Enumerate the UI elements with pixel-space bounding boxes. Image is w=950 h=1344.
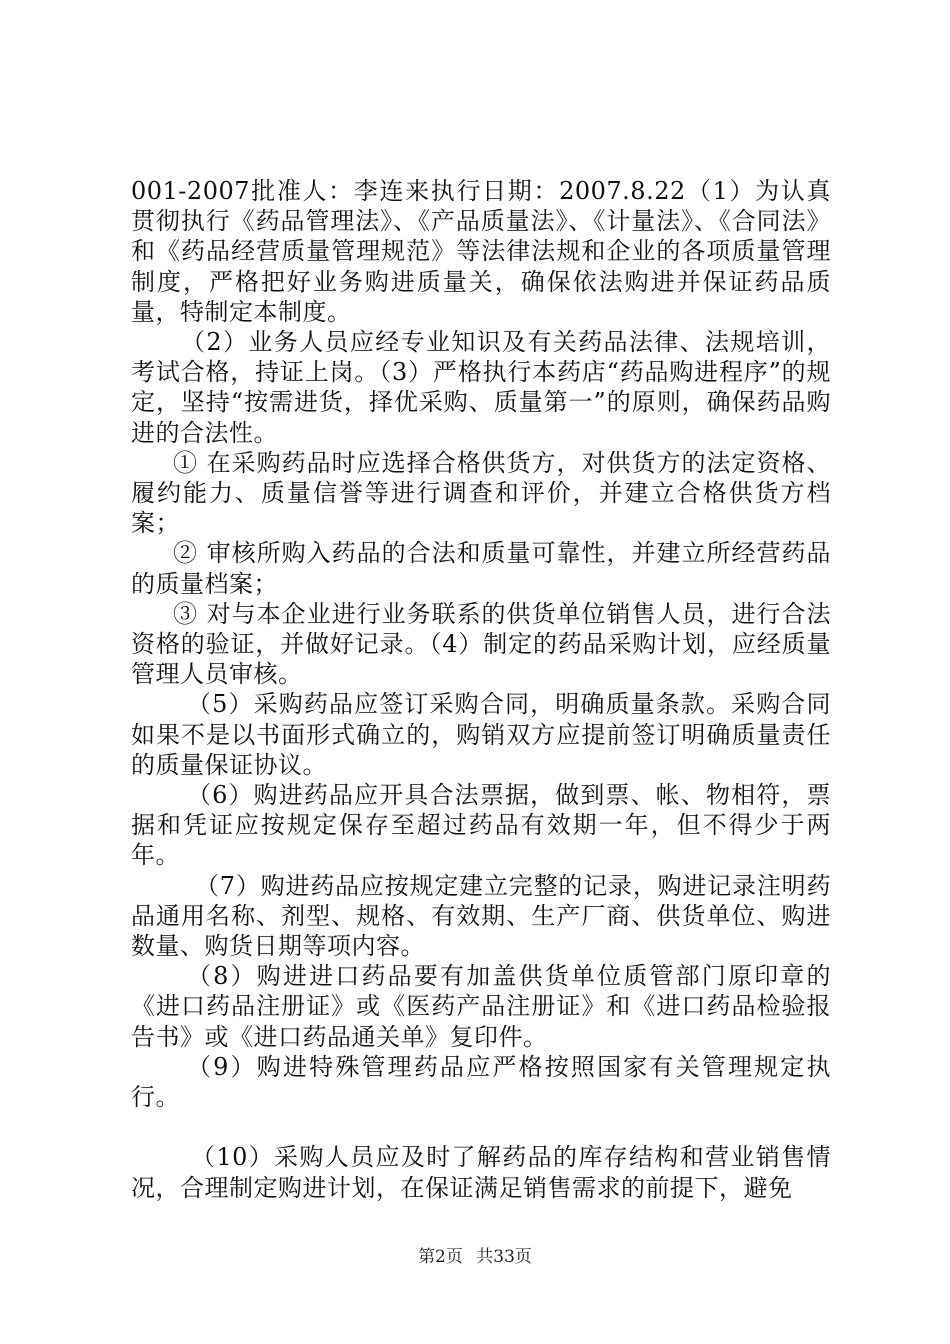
paragraph-item-7: （7）购进药品应按规定建立完整的记录，购进记录注明药品通用名称、剂型、规格、有效期、生产厂商、供货单位、购进数量、购货日期等项内容。	[131, 871, 831, 961]
document-body	[131, 176, 831, 1203]
paragraph-spacer	[131, 1112, 831, 1142]
page-number: 第2页	[418, 1247, 463, 1267]
paragraph-item-9: （9）购进特殊管理药品应严格按照国家有关管理规定执行。	[131, 1052, 831, 1112]
paragraph-item-2-3: （2）业务人员应经专业知识及有关药品法律、法规培训，考试合格，持证上岗。（3）严格执行本药店“药品购进程序”的规定，坚持“按需进货，择优采购、质量第一”的原则，确保药品购进的合法性。	[131, 328, 831, 447]
paragraph-item-8: （8）购进进口药品要有加盖供货单位质管部门原印章的《进口药品注册证》或《医药产品注册证》和《进口药品检验报告书》或《进口药品通关单》复印件。	[131, 962, 831, 1051]
paragraph-item-6: （6）购进药品应开具合法票据，做到票、帐、物相符，票据和凭证应按规定保存至超过药品有效期一年，但不得少于两年。	[131, 781, 831, 870]
paragraph-intro: 001-2007批准人：李连来执行日期：2007.8.22（1）为认真贯彻执行《药品管理法》、《产品质量法》、《计量法》、《合同法》和《药品经营质量管理规范》等法律法规和企业的各项质量管理制度，严格把好业务购进质量关，确保依法购进并保证药品质量，特制定本制度。	[131, 177, 831, 326]
paragraph-item-10: （10）采购人员应及时了解药品的库存结构和营业销售情况，合理制定购进计划，在保证满足销售需求的前提下，避免	[131, 1143, 831, 1202]
paragraph-item-5: （5）采购药品应签订采购合同，明确质量条款。采购合同如果不是以书面形式确立的，购销双方应提前签订明确质量责任的质量保证协议。	[131, 690, 831, 779]
page-total: 共33页	[476, 1247, 532, 1267]
page-footer	[0, 1242, 950, 1267]
paragraph-sub-2: ② 审核所购入药品的合法和质量可靠性，并建立所经营药品的质量档案；	[131, 539, 831, 598]
paragraph-sub-1: ① 在采购药品时应选择合格供货方，对供货方的法定资格、履约能力、质量信誉等进行调查和评价，并建立合格供货方档案；	[131, 448, 831, 538]
paragraph-sub-3: ③ 对与本企业进行业务联系的供货单位销售人员，进行合法资格的验证，并做好记录。（4）制定的药品采购计划，应经质量管理人员审核。	[131, 599, 831, 689]
